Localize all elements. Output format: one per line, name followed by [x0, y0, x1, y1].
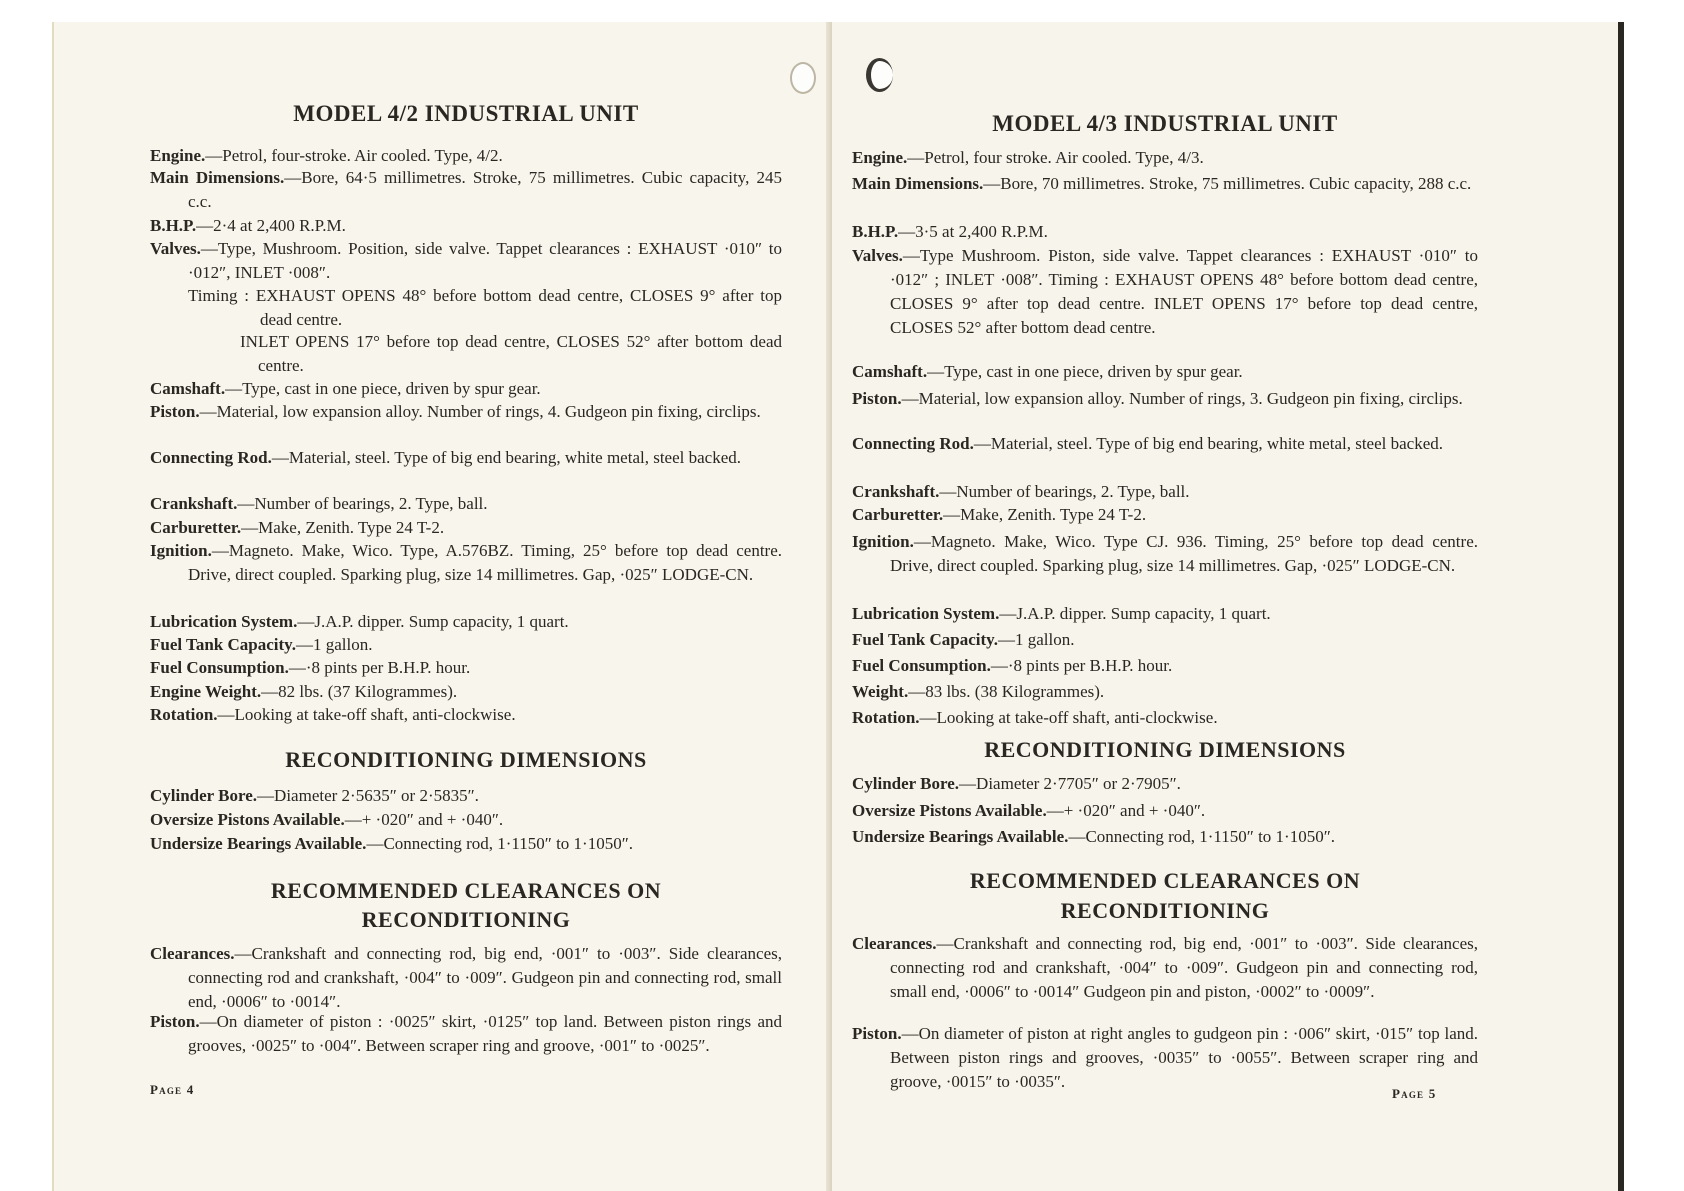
clear-piston: Piston.—On diameter of piston at right angles to gudgeon pin : ·006″ skirt, ·015″ top land. Between piston rings and grooves, ·0035″ to ·0055″. Between scraper ring and groove, ·0015″ to ·0035″. — [852, 1024, 1478, 1091]
clear-clearances: Clearances.—Crankshaft and connecting rod, big end, ·001″ to ·003″. Side clearances, connecting rod and crankshaft, ·004″ to ·009″. Gudgeon pin and connecting rod, small end, ·0006″ to ·0014″. — [150, 944, 782, 1011]
recon-cylinder-bore: Cylinder Bore.—Diameter 2·5635″ or 2·5835″. — [150, 786, 479, 805]
right-page — [832, 22, 1624, 1191]
spec-valves-timing-exhaust: Timing : EXHAUST OPENS 48° before bottom dead centre, CLOSES 9° after top dead centre. — [188, 286, 782, 329]
spec-main-dimensions: Main Dimensions.—Bore, 64·5 millimetres. Stroke, 75 millimetres. Cubic capacity, 245 c.c. — [150, 168, 782, 211]
spec-valves: Valves.—Type, Mushroom. Position, side valve. Tappet clearances : EXHAUST ·010″ to ·012″, INLET ·008″. — [150, 239, 782, 282]
spec-lubrication: Lubrication System.—J.A.P. dipper. Sump capacity, 1 quart. — [852, 604, 1271, 623]
spec-fuel-tank: Fuel Tank Capacity.—1 gallon. — [852, 630, 1075, 649]
spec-lubrication: Lubrication System.—J.A.P. dipper. Sump capacity, 1 quart. — [150, 612, 569, 631]
page-number: Page 5 — [1392, 1086, 1437, 1101]
spec-connecting-rod: Connecting Rod.—Material, steel. Type of big end bearing, white metal, steel backed. — [150, 448, 742, 467]
section-heading-clearances-1: RECOMMENDED CLEARANCES ON — [969, 868, 1361, 893]
spec-camshaft: Camshaft.—Type, cast in one piece, driven by spur gear. — [150, 379, 541, 398]
punch-hole — [790, 62, 816, 94]
page-title: MODEL 4/3 INDUSTRIAL UNIT — [992, 111, 1338, 136]
spec-engine: Engine.—Petrol, four stroke. Air cooled. Type, 4/3. — [852, 148, 1204, 167]
page-number: Page 4 — [150, 1082, 195, 1097]
section-heading-reconditioning: RECONDITIONING DIMENSIONS — [984, 737, 1346, 762]
spec-crankshaft: Crankshaft.—Number of bearings, 2. Type, ball. — [150, 494, 488, 513]
spec-bhp: B.H.P.—3·5 at 2,400 R.P.M. — [852, 222, 1048, 241]
spec-engine: Engine.—Petrol, four-stroke. Air cooled. Type, 4/2. — [150, 146, 503, 165]
spec-carburetter: Carburetter.—Make, Zenith. Type 24 T-2. — [150, 518, 445, 537]
punch-hole — [866, 58, 893, 92]
section-heading-reconditioning: RECONDITIONING DIMENSIONS — [285, 747, 647, 772]
spec-rotation: Rotation.—Looking at take-off shaft, anti-clockwise. — [150, 705, 516, 724]
recon-undersize-bearings: Undersize Bearings Available.—Connecting rod, 1·1150″ to 1·1050″. — [852, 827, 1336, 846]
spec-bhp: B.H.P.—2·4 at 2,400 R.P.M. — [150, 216, 346, 235]
recon-cylinder-bore: Cylinder Bore.—Diameter 2·7705″ or 2·7905″. — [852, 774, 1181, 793]
spec-fuel-consumption: Fuel Consumption.—·8 pints per B.H.P. hour. — [852, 656, 1173, 675]
section-heading-clearances-1: RECOMMENDED CLEARANCES ON — [270, 878, 662, 903]
spec-main-dimensions: Main Dimensions.—Bore, 70 millimetres. Stroke, 75 millimetres. Cubic capacity, 288 c.c. — [852, 174, 1472, 193]
left-page — [52, 22, 832, 1191]
spec-rotation: Rotation.—Looking at take-off shaft, anti-clockwise. — [852, 708, 1218, 727]
spec-fuel-tank: Fuel Tank Capacity.—1 gallon. — [150, 635, 373, 654]
spec-engine-weight: Engine Weight.—82 lbs. (37 Kilogrammes). — [150, 682, 458, 701]
spec-weight: Weight.—83 lbs. (38 Kilogrammes). — [852, 682, 1105, 701]
page-title: MODEL 4/2 INDUSTRIAL UNIT — [293, 101, 639, 126]
spec-piston: Piston.—Material, low expansion alloy. Number of rings, 4. Gudgeon pin fixing, circlips. — [150, 402, 761, 421]
spec-ignition: Ignition.—Magneto. Make, Wico. Type CJ. 936. Timing, 25° before top dead centre. Drive, direct coupled. Sparking plug, size 14 millimetres. Gap, ·025″ LODGE-CN. — [852, 532, 1478, 575]
spec-piston: Piston.—Material, low expansion alloy. Number of rings, 3. Gudgeon pin fixing, circlips. — [852, 389, 1463, 408]
recon-oversize-pistons: Oversize Pistons Available.—+ ·020″ and + ·040″. — [150, 810, 504, 829]
clear-clearances: Clearances.—Crankshaft and connecting rod, big end, ·001″ to ·003″. Side clearances, connecting rod and crankshaft, ·004″ to ·009″. Gudgeon pin and connecting rod, small end, ·0006″ to ·0014″ Gudgeon pin and piston, ·0002″ to ·0009″. — [852, 934, 1478, 1001]
section-heading-clearances-2: RECONDITIONING — [1060, 898, 1270, 923]
clear-piston: Piston.—On diameter of piston : ·0025″ skirt, ·0125″ top land. Between piston rings and grooves, ·0025″ to ·004″. Between scraper ring and groove, ·001″ to ·0025″. — [150, 1012, 782, 1055]
spec-ignition: Ignition.—Magneto. Make, Wico. Type, A.576BZ. Timing, 25° before top dead centre. Drive, direct coupled. Sparking plug, size 14 millimetres. Gap, ·025″ LODGE-CN. — [150, 541, 782, 584]
spec-crankshaft: Crankshaft.—Number of bearings, 2. Type, ball. — [852, 482, 1190, 501]
spec-fuel-consumption: Fuel Consumption.—·8 pints per B.H.P. hour. — [150, 658, 471, 677]
spec-valves: Valves.—Type Mushroom. Piston, side valve. Tappet clearances : EXHAUST ·010″ to ·012″ ; INLET ·008″. Timing : EXHAUST OPENS 48° before bottom dead centre, CLOSES 9° after top dead centre. INLET OPENS 17° before top dead centre, CLOSES 52° after bottom dead centre. — [852, 246, 1478, 337]
spec-camshaft: Camshaft.—Type, cast in one piece, driven by spur gear. — [852, 362, 1243, 381]
recon-undersize-bearings: Undersize Bearings Available.—Connecting rod, 1·1150″ to 1·1050″. — [150, 834, 634, 853]
spec-carburetter: Carburetter.—Make, Zenith. Type 24 T-2. — [852, 505, 1147, 524]
recon-oversize-pistons: Oversize Pistons Available.—+ ·020″ and + ·040″. — [852, 801, 1206, 820]
spec-valves-timing-inlet: INLET OPENS 17° before top dead centre, CLOSES 52° after bottom dead centre. — [240, 332, 782, 375]
section-heading-clearances-2: RECONDITIONING — [361, 907, 571, 932]
spec-connecting-rod: Connecting Rod.—Material, steel. Type of big end bearing, white metal, steel backed. — [852, 434, 1444, 453]
